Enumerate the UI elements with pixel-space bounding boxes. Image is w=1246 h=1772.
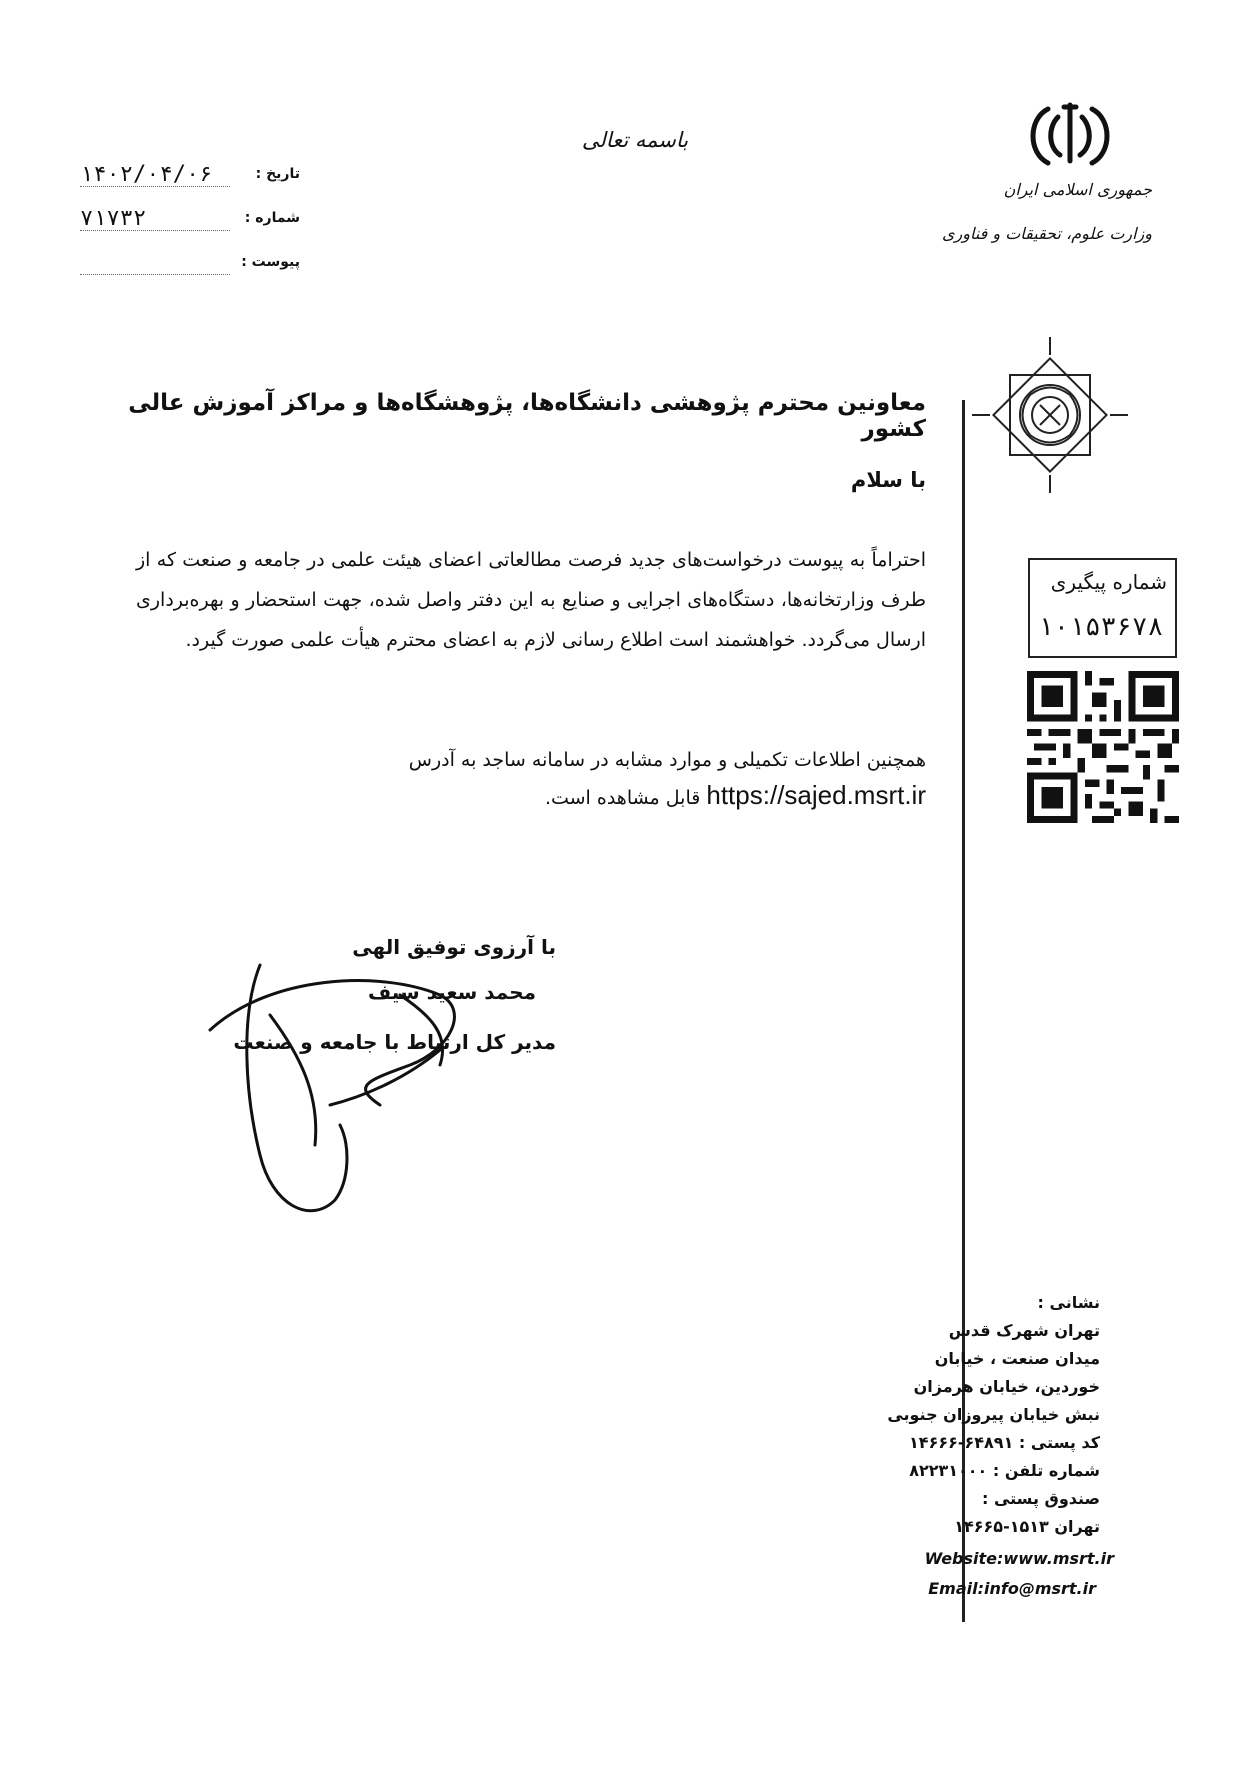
scan-artifact [500, 0, 780, 24]
country-name: جمهوری اسلامی ایران [1003, 180, 1152, 199]
iran-emblem-icon [1018, 95, 1122, 175]
tracking-label: شماره پیگیری [1050, 570, 1167, 594]
po-box-label: صندوق پستی : [981, 1489, 1100, 1508]
number-label: شماره : [244, 210, 300, 226]
address-line-4: نبش خیابان پیروزان جنوبی [887, 1405, 1100, 1424]
tracking-box [1028, 558, 1177, 658]
website[interactable]: Website:www.msrt.ir [924, 1549, 1114, 1568]
number-value: ۷۱۷۳۲ [80, 206, 147, 231]
address-line-3: خوردین، خیابان هرمزان [913, 1377, 1100, 1396]
po-box: تهران ۱۵۱۳-۱۴۶۶۵ [954, 1517, 1100, 1536]
link-line [136, 780, 926, 811]
dotted-line [80, 186, 230, 187]
handwritten-signature-icon [200, 955, 520, 1230]
date-label: تاریخ : [255, 166, 300, 182]
phone-number: شماره تلفن : ۸۲۲۳۱۰۰۰ [909, 1461, 1100, 1480]
signer-name: محمد سعید سیف [367, 980, 536, 1004]
signer-title: مدیر کل ارتباط با جامعه و صنعت [233, 1030, 556, 1054]
tracking-number: ۱۰۱۵۳۶۷۸ [1038, 612, 1164, 642]
dotted-line [80, 274, 230, 275]
qr-code-icon [1027, 671, 1179, 823]
recipient: معاونین محترم پژوهشی دانشگاه‌ها، پژوهشگاه‌ها و مراکز آموزش عالی کشور [128, 390, 926, 442]
ministry-name: وزارت علوم، تحقیقات و فناوری [942, 224, 1152, 243]
attachment-label: پیوست : [241, 254, 300, 270]
closing: با آرزوی توفیق الهی [352, 935, 556, 959]
date-row [70, 162, 300, 192]
body-paragraph-1: احتراماً به پیوست درخواست‌های جدید فرصت مطالعاتی اعضای هیئت علمی در جامعه و صنعت که از طرف وزارتخانه‌ها، دستگاه‌های اجرایی و صنایع به این دفتر واصل شده، جهت استحضار و بهره‌برداری ارسال می‌گردد. خواهشمند است اطلاع رسانی لازم به اعضای محترم هیأت علمی صورت گیرد. [136, 549, 926, 651]
postal-code: کد پستی : ۶۴۸۹۱-۱۴۶۶۶ [909, 1433, 1100, 1452]
attachment-row [70, 250, 300, 280]
greeting: با سلام [850, 468, 926, 492]
dotted-line [80, 230, 230, 231]
address-heading: نشانی : [1037, 1293, 1100, 1312]
ornament-icon [970, 335, 1130, 495]
address-line-2: میدان صنعت ، خیابان [934, 1349, 1100, 1368]
body-paragraph-2: همچنین اطلاعات تکمیلی و موارد مشابه در سامانه ساجد به آدرس [408, 749, 926, 771]
email[interactable]: Email:info@msrt.ir [928, 1579, 1096, 1598]
number-row [70, 206, 300, 236]
bismillah: باسمه تعالی [581, 128, 689, 152]
link-suffix: قابل مشاهده است. [544, 787, 701, 809]
address-line-1: تهران شهرک قدس [948, 1321, 1100, 1340]
sajed-link[interactable]: https://sajed.msrt.ir [706, 780, 926, 810]
date-value: ۱۴۰۲/۰۴/۰۶ [80, 162, 213, 187]
